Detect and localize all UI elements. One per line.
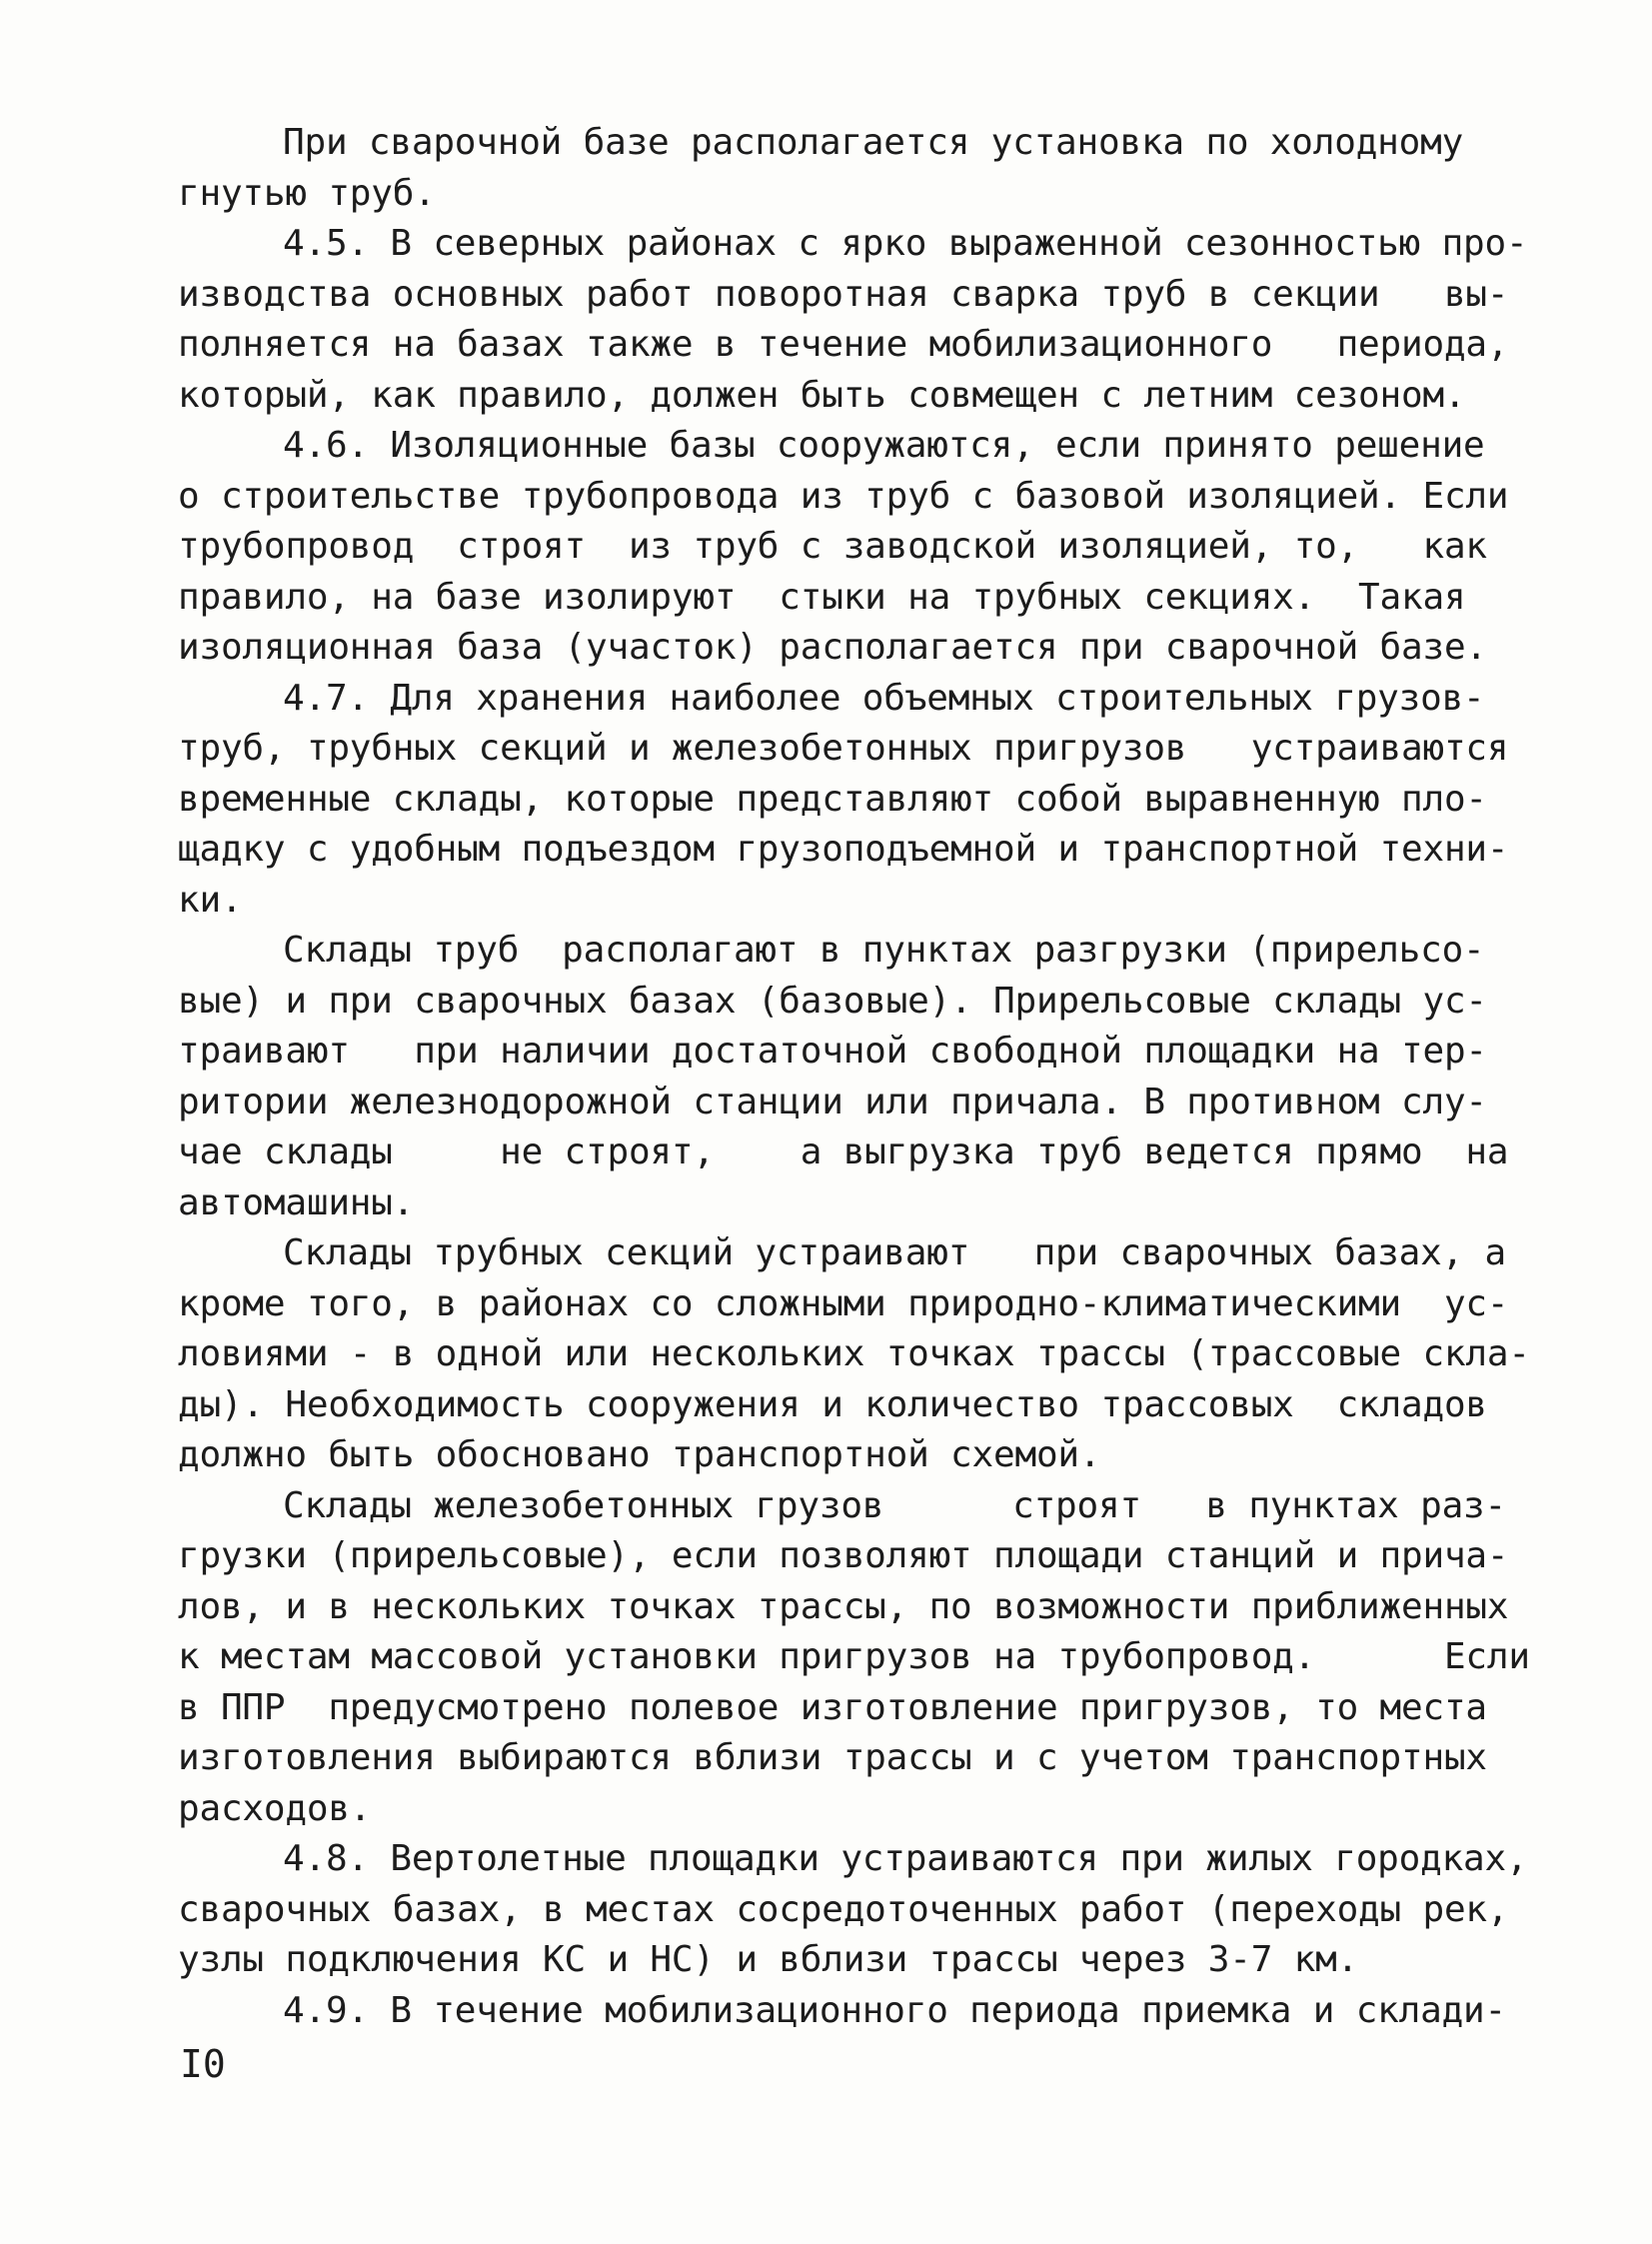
text-line: сварочных базах, в местах сосредоточенных работ (переходы рек, <box>178 1888 1509 1930</box>
text-line: Склады трубных секций устраивают при сварочных базах, а <box>283 1232 1507 1273</box>
text-line: в ППР предусмотрено полевое изготовление пригрузов, то места <box>178 1686 1487 1728</box>
text-line: Склады железобетонных грузов строят в пунктах раз- <box>283 1484 1507 1526</box>
text-line: правило, на базе изолируют стыки на трубных секциях. Такая <box>178 576 1466 618</box>
text-line: расходов. <box>178 1787 372 1829</box>
text-line: ловиями - в одной или нескольких точках трассы (трассовые скла- <box>178 1333 1530 1374</box>
text-line: ды). Необходимость сооружения и количество трассовых складов <box>178 1383 1487 1425</box>
text-line: о строительстве трубопровода из труб с базовой изоляцией. Если <box>178 475 1509 517</box>
text-line: 4.7. Для хранения наиболее объемных строительных грузов- <box>283 677 1485 719</box>
text-line: полняется на базах также в течение мобилизационного периода, <box>178 324 1509 365</box>
page-number: I0 <box>180 2042 226 2086</box>
text-line: автомашины. <box>178 1181 415 1223</box>
text-line: грузки (прирельсовые), если позволяют площади станций и прича- <box>178 1535 1509 1576</box>
text-line: траивают при наличии достаточной свободной площадки на тер- <box>178 1031 1487 1072</box>
text-line: чае склады не строят, а выгрузка труб ведется прямо на <box>178 1131 1509 1172</box>
text-line: гнутью труб. <box>178 172 436 214</box>
text-line: изготовления выбираются вблизи трассы и с учетом транспортных <box>178 1737 1487 1778</box>
text-line: кроме того, в районах со сложными природно-климатическими ус- <box>178 1282 1509 1324</box>
text-line: узлы подключения КС и НС) и вблизи трассы через 3-7 км. <box>178 1939 1359 1980</box>
text-line: изводства основных работ поворотная сварка труб в секции вы- <box>178 273 1509 315</box>
text-line: вые) и при сварочных базах (базовые). Прирельсовые склады ус- <box>178 980 1487 1022</box>
text-line: щадку с удобным подъездом грузоподъемной и транспортной техни- <box>178 829 1509 870</box>
text-line: Склады труб располагают в пунктах разгрузки (прирельсо- <box>283 930 1485 971</box>
text-line: 4.6. Изоляционные базы сооружаются, если принято решение <box>283 425 1485 466</box>
text-line: 4.5. В северных районах с ярко выраженной сезонностью про- <box>283 223 1528 264</box>
text-line: лов, и в нескольких точках трассы, по возможности приближенных <box>178 1585 1509 1627</box>
document-text <box>178 118 1530 2036</box>
text-line: который, как правило, должен быть совмещен с летним сезоном. <box>178 374 1466 416</box>
text-line: трубопровод строят из труб с заводской изоляцией, то, как <box>178 526 1487 567</box>
text-line: 4.8. Вертолетные площадки устраиваются при жилых городках, <box>283 1838 1528 1879</box>
text-line: ритории железнодорожной станции или причала. В противном слу- <box>178 1081 1487 1122</box>
text-line: труб, трубных секций и железобетонных пригрузов устраиваются <box>178 728 1509 769</box>
text-line: к местам массовой установки пригрузов на трубопровод. Если <box>178 1636 1530 1677</box>
text-line: ки. <box>178 879 243 921</box>
text-line: При сварочной базе располагается установка по холодному <box>283 122 1464 163</box>
text-line: временные склады, которые представляют собой выравненную пло- <box>178 778 1487 820</box>
text-line: должно быть обосновано транспортной схемой. <box>178 1434 1101 1475</box>
text-line: 4.9. В течение мобилизационного периода приемка и склади- <box>283 1989 1507 2031</box>
text-line: изоляционная база (участок) располагается при сварочной базе. <box>178 627 1487 668</box>
